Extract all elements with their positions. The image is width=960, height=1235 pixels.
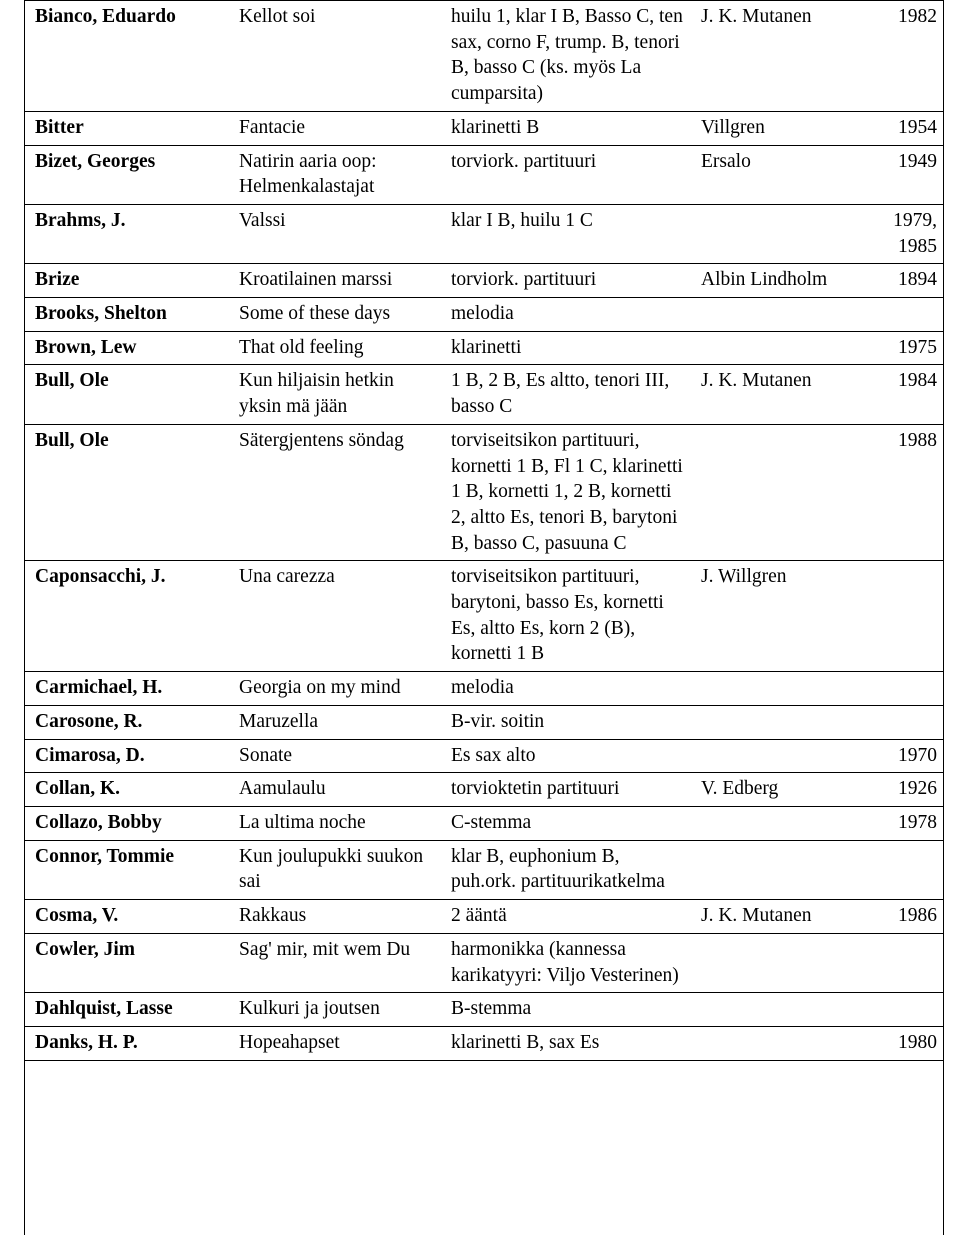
composer-cell: Cosma, V. — [25, 900, 229, 934]
title-cell: Sonate — [229, 739, 441, 773]
parts-cell: huilu 1, klar I B, Basso C, ten sax, corno F, trump. B, tenori B, basso C (ks. myös La cumparsita) — [441, 1, 691, 112]
arranger-cell — [691, 739, 863, 773]
title-cell: La ultima noche — [229, 806, 441, 840]
arranger-cell — [691, 298, 863, 332]
composer-cell: Brown, Lew — [25, 331, 229, 365]
table-row — [25, 1, 943, 112]
composer-cell: Cowler, Jim — [25, 933, 229, 992]
composer-cell: Bull, Ole — [25, 424, 229, 561]
title-cell: Kellot soi — [229, 1, 441, 112]
composer-cell: Bizet, Georges — [25, 145, 229, 204]
table-row — [25, 111, 943, 145]
composer-cell: Danks, H. P. — [25, 1026, 229, 1060]
arranger-cell — [691, 993, 863, 1027]
table-row — [25, 331, 943, 365]
year-cell: 1979, 1985 — [863, 204, 943, 263]
parts-cell: B-stemma — [441, 993, 691, 1027]
parts-cell: B-vir. soitin — [441, 705, 691, 739]
title-cell: Kulkuri ja joutsen — [229, 993, 441, 1027]
parts-cell: C-stemma — [441, 806, 691, 840]
arranger-cell: V. Edberg — [691, 773, 863, 807]
year-cell — [863, 993, 943, 1027]
title-cell: Maruzella — [229, 705, 441, 739]
year-cell: 1954 — [863, 111, 943, 145]
composer-cell: Bitter — [25, 111, 229, 145]
parts-cell: torvioktetin partituuri — [441, 773, 691, 807]
table-row — [25, 773, 943, 807]
title-cell: Sag' mir, mit wem Du — [229, 933, 441, 992]
composer-cell: Brooks, Shelton — [25, 298, 229, 332]
table-row — [25, 993, 943, 1027]
arranger-cell — [691, 705, 863, 739]
catalog-page — [24, 0, 944, 1235]
arranger-cell — [691, 806, 863, 840]
parts-cell: Es sax alto — [441, 739, 691, 773]
year-cell — [863, 561, 943, 672]
composer-cell: Brahms, J. — [25, 204, 229, 263]
title-cell: Fantacie — [229, 111, 441, 145]
parts-cell: melodia — [441, 298, 691, 332]
parts-cell: klar I B, huilu 1 C — [441, 204, 691, 263]
title-cell: Valssi — [229, 204, 441, 263]
composer-cell: Carosone, R. — [25, 705, 229, 739]
arranger-cell: J. K. Mutanen — [691, 1, 863, 112]
year-cell: 1980 — [863, 1026, 943, 1060]
parts-cell: klarinetti B — [441, 111, 691, 145]
parts-cell: melodia — [441, 672, 691, 706]
title-cell: Kun hiljaisin hetkin yksin mä jään — [229, 365, 441, 424]
title-cell: Georgia on my mind — [229, 672, 441, 706]
arranger-cell — [691, 672, 863, 706]
table-row — [25, 298, 943, 332]
composer-cell: Bianco, Eduardo — [25, 1, 229, 112]
composer-cell: Collazo, Bobby — [25, 806, 229, 840]
arranger-cell: Albin Lindholm — [691, 264, 863, 298]
composer-cell: Cimarosa, D. — [25, 739, 229, 773]
year-cell: 1988 — [863, 424, 943, 561]
year-cell: 1978 — [863, 806, 943, 840]
table-row — [25, 424, 943, 561]
title-cell: Rakkaus — [229, 900, 441, 934]
year-cell: 1970 — [863, 739, 943, 773]
composer-cell: Caponsacchi, J. — [25, 561, 229, 672]
arranger-cell: Villgren — [691, 111, 863, 145]
table-row — [25, 672, 943, 706]
title-cell: Hopeahapset — [229, 1026, 441, 1060]
year-cell — [863, 840, 943, 899]
title-cell: Some of these days — [229, 298, 441, 332]
arranger-cell: J. Willgren — [691, 561, 863, 672]
table-row — [25, 739, 943, 773]
composer-cell: Bull, Ole — [25, 365, 229, 424]
table-row — [25, 840, 943, 899]
composer-cell: Dahlquist, Lasse — [25, 993, 229, 1027]
composer-cell: Brize — [25, 264, 229, 298]
title-cell: Una carezza — [229, 561, 441, 672]
table-row — [25, 705, 943, 739]
arranger-cell — [691, 1026, 863, 1060]
table-row — [25, 933, 943, 992]
sheet-music-catalog-table — [25, 0, 943, 1061]
composer-cell: Carmichael, H. — [25, 672, 229, 706]
table-row — [25, 145, 943, 204]
year-cell — [863, 705, 943, 739]
year-cell: 1982 — [863, 1, 943, 112]
parts-cell: torviork. partituuri — [441, 264, 691, 298]
parts-cell: torviseitsikon partituuri, barytoni, basso Es, kornetti Es, altto Es, korn 2 (B), kornetti 1 B — [441, 561, 691, 672]
title-cell: Kun joulupukki suukon sai — [229, 840, 441, 899]
parts-cell: klarinetti — [441, 331, 691, 365]
table-row — [25, 806, 943, 840]
year-cell: 1975 — [863, 331, 943, 365]
parts-cell: torviork. partituuri — [441, 145, 691, 204]
year-cell — [863, 933, 943, 992]
table-row — [25, 204, 943, 263]
table-row — [25, 264, 943, 298]
year-cell: 1926 — [863, 773, 943, 807]
arranger-cell — [691, 424, 863, 561]
parts-cell: torviseitsikon partituuri, kornetti 1 B, Fl 1 C, klarinetti 1 B, kornetti 1, 2 B, kornetti 2, altto Es, tenori B, barytoni B, basso C, pasuuna C — [441, 424, 691, 561]
title-cell: Kroatilainen marssi — [229, 264, 441, 298]
parts-cell: 1 B, 2 B, Es altto, tenori III, basso C — [441, 365, 691, 424]
table-row — [25, 1026, 943, 1060]
table-row — [25, 900, 943, 934]
catalog-rows — [25, 1, 943, 1061]
table-row — [25, 365, 943, 424]
year-cell: 1986 — [863, 900, 943, 934]
arranger-cell: Ersalo — [691, 145, 863, 204]
year-cell: 1894 — [863, 264, 943, 298]
year-cell: 1949 — [863, 145, 943, 204]
composer-cell: Collan, K. — [25, 773, 229, 807]
year-cell — [863, 298, 943, 332]
arranger-cell — [691, 933, 863, 992]
parts-cell: klarinetti B, sax Es — [441, 1026, 691, 1060]
arranger-cell — [691, 840, 863, 899]
parts-cell: harmonikka (kannessa karikatyyri: Viljo Vesterinen) — [441, 933, 691, 992]
title-cell: Sätergjentens söndag — [229, 424, 441, 561]
title-cell: Aamulaulu — [229, 773, 441, 807]
parts-cell: 2 ääntä — [441, 900, 691, 934]
title-cell: That old feeling — [229, 331, 441, 365]
title-cell: Natirin aaria oop: Helmenkalastajat — [229, 145, 441, 204]
year-cell — [863, 672, 943, 706]
arranger-cell: J. K. Mutanen — [691, 365, 863, 424]
year-cell: 1984 — [863, 365, 943, 424]
arranger-cell — [691, 331, 863, 365]
arranger-cell: J. K. Mutanen — [691, 900, 863, 934]
parts-cell: klar B, euphonium B, puh.ork. partituurikatkelma — [441, 840, 691, 899]
composer-cell: Connor, Tommie — [25, 840, 229, 899]
table-row — [25, 561, 943, 672]
arranger-cell — [691, 204, 863, 263]
